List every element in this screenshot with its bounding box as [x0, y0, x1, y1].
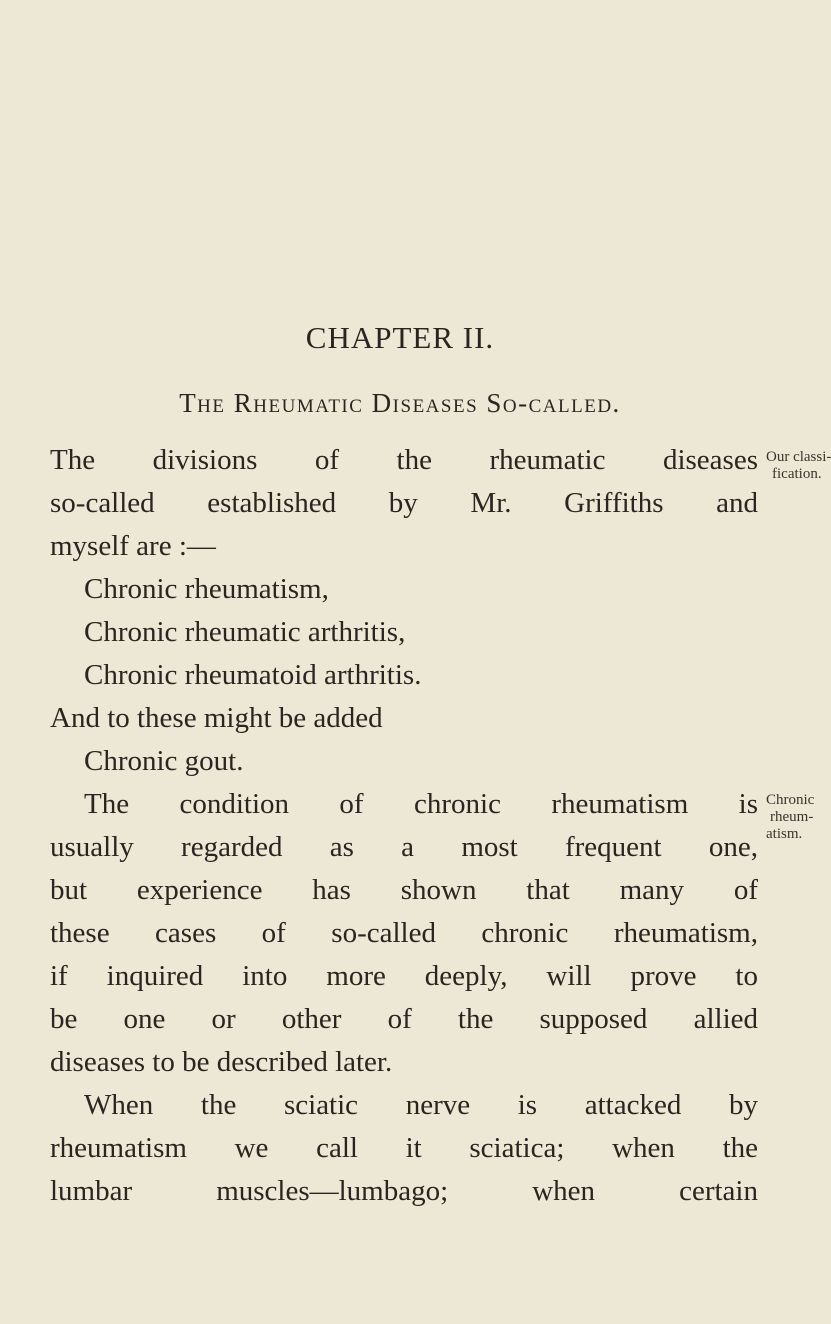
text-line-18: lumbar muscles—lumbago; when certain — [50, 1175, 758, 1207]
margin-note-classification — [766, 449, 831, 483]
text-line-15: diseases to be described later. — [50, 1046, 393, 1078]
text-line-1: The divisions of the rheumatic diseases — [50, 444, 758, 476]
text-line-3: myself are :— — [50, 530, 216, 562]
list-item-1: Chronic rheumatism, — [84, 573, 329, 605]
text-line-10: usually regarded as a most frequent one, — [50, 831, 758, 863]
margin-note-line: Chronic — [766, 792, 815, 808]
chapter-title: CHAPTER II. — [305, 320, 495, 355]
text-line-17: rheumatism we call it sciatica; when the — [50, 1132, 758, 1164]
margin-note-line: Our classi- — [766, 449, 831, 465]
text-line-7: And to these might be added — [50, 702, 383, 734]
text-line-12: these cases of so-called chronic rheumatism, — [50, 917, 758, 949]
margin-note-line: fication. — [772, 466, 822, 482]
list-item-4: Chronic gout. — [84, 745, 244, 777]
margin-note-line: atism. — [766, 826, 803, 842]
text-line-14: be one or other of the supposed allied — [50, 1003, 758, 1035]
text-line-2: so-called established by Mr. Griffiths and — [50, 487, 758, 519]
margin-note-chronic-rheumatism — [766, 792, 814, 843]
list-item-3: Chronic rheumatoid arthritis. — [84, 659, 422, 691]
margin-note-line: rheum- — [770, 809, 814, 825]
text-line-11: but experience has shown that many of — [50, 874, 758, 906]
list-item-2: Chronic rheumatic arthritis, — [84, 616, 406, 648]
chapter-heading: The Rheumatic Diseases So-called. — [179, 388, 621, 418]
text-line-9: The condition of chronic rheumatism is — [84, 788, 758, 820]
text-line-13: if inquired into more deeply, will prove to — [50, 960, 758, 992]
text-line-16: When the sciatic nerve is attacked by — [84, 1089, 758, 1121]
